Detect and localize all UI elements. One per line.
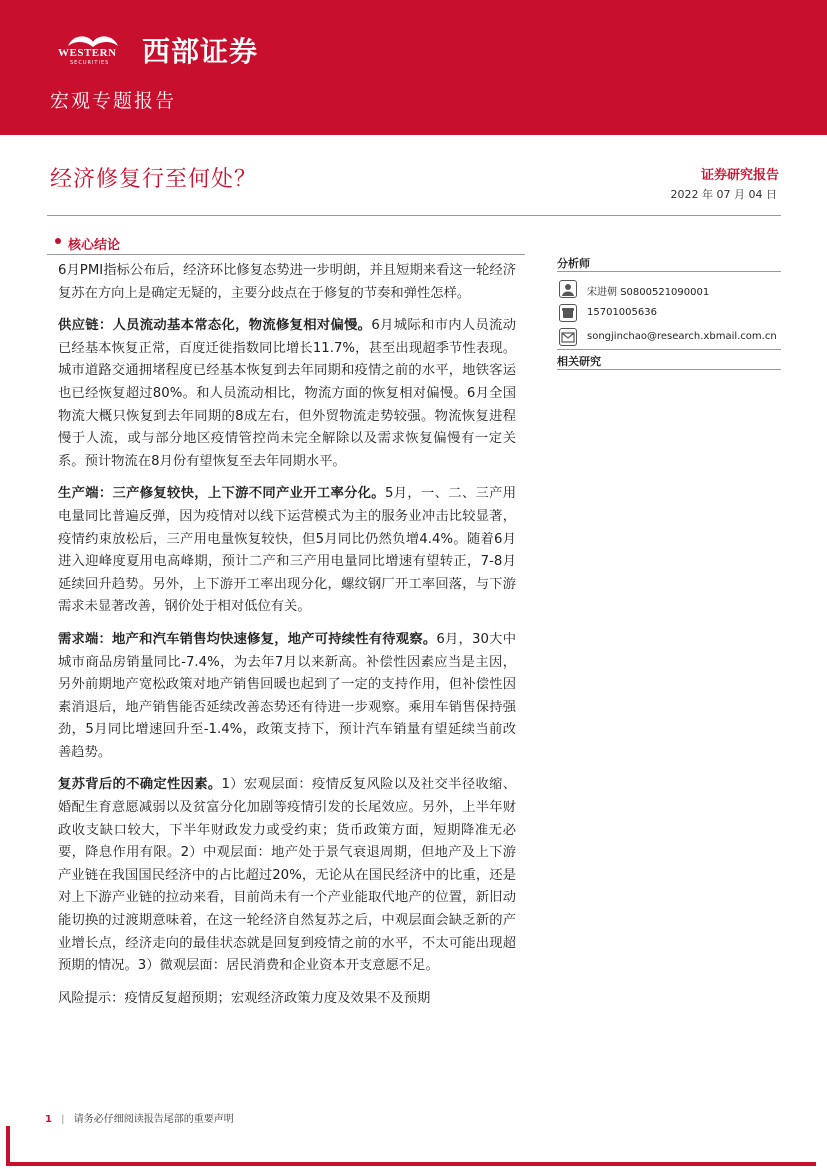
phone-icon — [559, 304, 577, 322]
divider — [47, 254, 525, 255]
header-banner — [0, 0, 827, 135]
paragraph — [58, 315, 516, 473]
analyst-name: 宋进朝 S0800521090001 — [587, 287, 710, 298]
report-label: 证券研究报告 — [700, 168, 779, 183]
logo-text: WESTERN — [58, 47, 117, 59]
main-content — [58, 260, 516, 1020]
divider — [557, 369, 781, 370]
email-icon — [559, 328, 577, 346]
page-title: 经济修复行至何处？ — [50, 167, 258, 192]
risk-note — [58, 988, 516, 1011]
paragraph-text: 6月PMI指标公布后，经济环比修复态势进一步明朗，并且短期来看这一轮经济复苏在方向上是确定无疑的，主要分歧点在于修复的节奏和弹性怎样。 — [58, 263, 516, 301]
paragraph — [58, 629, 516, 765]
report-type: 宏观专题报告 — [50, 90, 177, 112]
corner-decoration — [6, 1162, 816, 1166]
page-number: 1 — [45, 1114, 52, 1125]
brand-name: 西部证券 — [142, 35, 259, 68]
paragraph-lead: 复苏背后的不确定性因素。 — [58, 777, 222, 793]
analyst-email[interactable]: songjinchao@research.xbmail.com.cn — [587, 331, 777, 342]
paragraph — [58, 483, 516, 619]
paragraph-text: 6月，30大中城市商品房销量同比-7.4%，为去年7月以来新高。补偿性因素应当是主因，另外前期地产宽松政策对地产销售回暖也起到了一定的支持作用，但补偿性因素消退后，地产销售能否延续改善态势还有待进一步观察。乘用车销售保持强劲，5月同比增速回升至-1.4%，政策支持下，预计汽车销量有望延续当前改善趋势。 — [58, 631, 516, 760]
logo-subtext: SECURITIES — [70, 60, 110, 66]
analyst-phone: 15701005636 — [587, 307, 657, 318]
analyst-title: 分析师 — [557, 257, 590, 270]
footer-separator: | — [61, 1114, 65, 1125]
related-research-title: 相关研究 — [557, 355, 601, 368]
corner-decoration — [6, 1126, 10, 1166]
report-date: 2022 年 07 月 04 日 — [670, 188, 777, 201]
western-logo — [58, 32, 128, 70]
footer — [45, 1110, 234, 1125]
person-icon — [559, 280, 577, 298]
paragraph-lead: 需求端：地产和汽车销售均快速修复，地产可持续性有待观察。 — [58, 631, 437, 647]
paragraph-lead: 生产端：三产修复较快，上下游不同产业开工率分化。 — [58, 486, 385, 502]
paragraph — [58, 774, 516, 977]
paragraph-text: 1）宏观层面：疫情反复风险以及社交半径收缩、婚配生育意愿减弱以及贫富分化加剧等疫情引发的长尾效应。另外，上半年财政收支缺口较大，下半年财政发力或受约束；货币政策方面，短期降准无必要，降息作用有限。2）中观层面：地产处于景气衰退周期，但地产及上下游产业链在我国国民经济中的占比超过20%，无论从在国民经济中的比重，还是对上下游产业链的拉动来看，目前尚未有一个产业能取代地产的位置，新旧动能切换的过渡期意味着，在这一轮经济自然复苏之后，中观层面会缺乏新的产业增长点，经济走向的最佳状态就是回复到疫情之前的水平，不太可能出现超预期的情况。3）微观层面：居民消费和企业资本开支意愿不足。 — [58, 777, 516, 974]
core-conclusion-heading: 核心结论 — [68, 238, 121, 253]
divider — [557, 271, 781, 272]
paragraph-text: 6月城际和市内人员流动已经基本恢复正常，百度迁徙指数同比增长11.7%，甚至出现超季节性表现。城市道路交通拥堵程度已经基本恢复到去年同期和疫情之前的水平，地铁客运也已经恢复超过80%。和人员流动相比，物流方面的恢复相对偏慢。6月全国物流大概只恢复到去年同期的8成左右，但外贸物流走势较强。物流恢复进程慢于人流，或与部分地区疫情管控尚未完全解除以及需求恢复偏慢有一定关系。预计物流在8月份有望恢复至去年同期水平。 — [58, 318, 516, 469]
paragraph — [58, 260, 516, 305]
paragraph-text: 风险提示：疫情反复超预期；宏观经济政策力度及效果不及预期 — [58, 990, 431, 1006]
footer-text: 请务必仔细阅读报告尾部的重要声明 — [73, 1114, 234, 1125]
paragraph-text: 5月，一、二、三产用电量同比普遍反弹，因为疫情对以线下运营模式为主的服务业冲击比较显著，疫情约束放松后，三产用电量恢复较快，但5月同比仍然负增4.4%。随着6月进入迎峰度夏用电高峰期，预计二产和三产用电量同比增速有望转正，7-8月延续回升趋势。另外，上下游开工率出现分化，螺纹钢厂开工率回落，与下游需求未显著改善，钢价处于相对低位有关。 — [58, 486, 516, 615]
divider — [557, 349, 781, 350]
divider — [47, 215, 781, 216]
bullet-icon — [55, 238, 61, 244]
paragraph-lead: 供应链：人员流动基本常态化，物流修复相对偏慢。 — [58, 318, 372, 334]
